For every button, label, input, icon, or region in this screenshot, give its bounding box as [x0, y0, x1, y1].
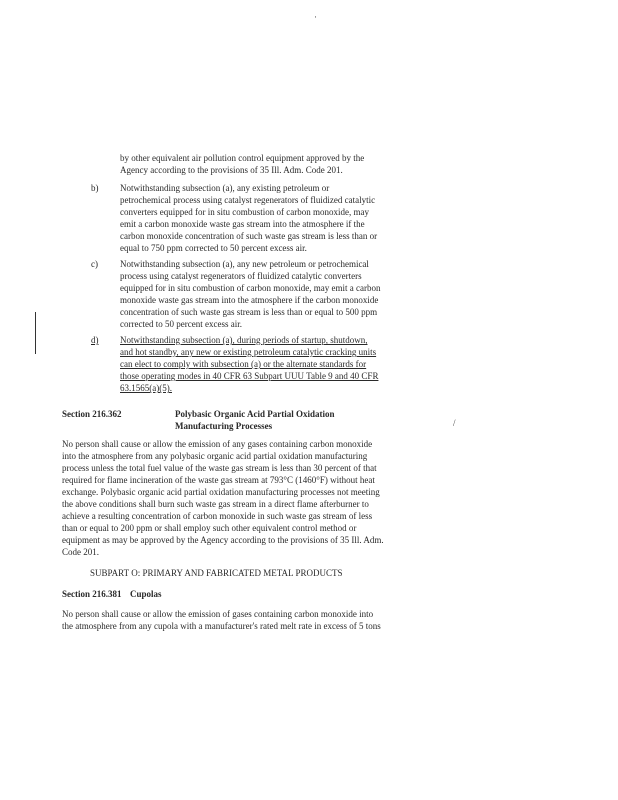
item-b-text: Notwithstanding subsection (a), any existing petroleum or petrochemical process using catalyst regenerators of fluidized catalytic converters equipped for in situ combustion of carbon monoxide, may emit a carbon monoxide waste gas stream into the atmosphere if the carbon monoxide concentration of such waste gas stream is less than or equal to 750 ppm corrected to 50 percent excess air.	[120, 183, 378, 253]
item-d-text: Notwithstanding subsection (a), during periods of startup, shutdown, and hot standby, any new or existing petroleum catalytic cracking units can elect to comply with subsection (a) or the alternate standards for those operating modes in 40 CFR 63 Subpart UUU Table 9 and 40 CFR 63.1565(a)(5).	[120, 335, 379, 393]
revision-change-bar	[35, 312, 36, 354]
item-c-label: c)	[91, 259, 98, 269]
section-216-381-body: No person shall cause or allow the emission of gases containing carbon monoxide into the atmosphere from any cupola with a manufacturer's rated melt rate in excess of 5 tons	[62, 609, 381, 631]
section-216-381-title: Cupolas	[130, 589, 162, 599]
section-216-362-body: No person shall cause or allow the emission of any gases containing carbon monoxide into the atmosphere from any polybasic organic acid partial oxidation manufacturing process unless the total fuel value of the waste gas stream is less than 30 percent of that required for flame incineration of the waste gas stream at 793°C (1460°F) without heat exchange. Polybasic organic acid partial oxidation manufacturing processes not meeting the above conditions shall burn such waste gas stream in a direct flame afterburner to achieve a resulting concentration of carbon monoxide in such waste gas stream of less than or equal to 200 ppm or shall employ such other equivalent control method or equipment as may be approved by the Agency according to the provisions of 35 Ill. Adm. Code 201.	[62, 439, 384, 557]
item-c-text: Notwithstanding subsection (a), any new petroleum or petrochemical process using catalyst regenerators of fluidized catalytic converters equipped for in situ combustion of carbon monoxide, may emit a carbon monoxide waste gas stream into the atmosphere if the carbon monoxide concentration of such waste gas stream is less than or equal to 500 ppm corrected to 50 percent excess air.	[120, 259, 381, 329]
subpart-o-heading: SUBPART O: PRIMARY AND FABRICATED METAL PRODUCTS	[90, 568, 343, 578]
page-top-mark: ·	[314, 12, 317, 22]
item-d-label: d)	[91, 335, 99, 345]
continuation-paragraph: by other equivalent air pollution control equipment approved by the Agency according to the provisions of 35 Ill. Adm. Code 201.	[120, 153, 365, 175]
margin-mark: /	[453, 418, 456, 428]
item-b-label: b)	[91, 183, 99, 193]
section-216-362-title: Polybasic Organic Acid Partial Oxidation Manufacturing Processes	[175, 409, 335, 431]
section-216-362-number: Section 216.362	[62, 409, 122, 419]
section-216-381-number: Section 216.381	[62, 589, 122, 599]
